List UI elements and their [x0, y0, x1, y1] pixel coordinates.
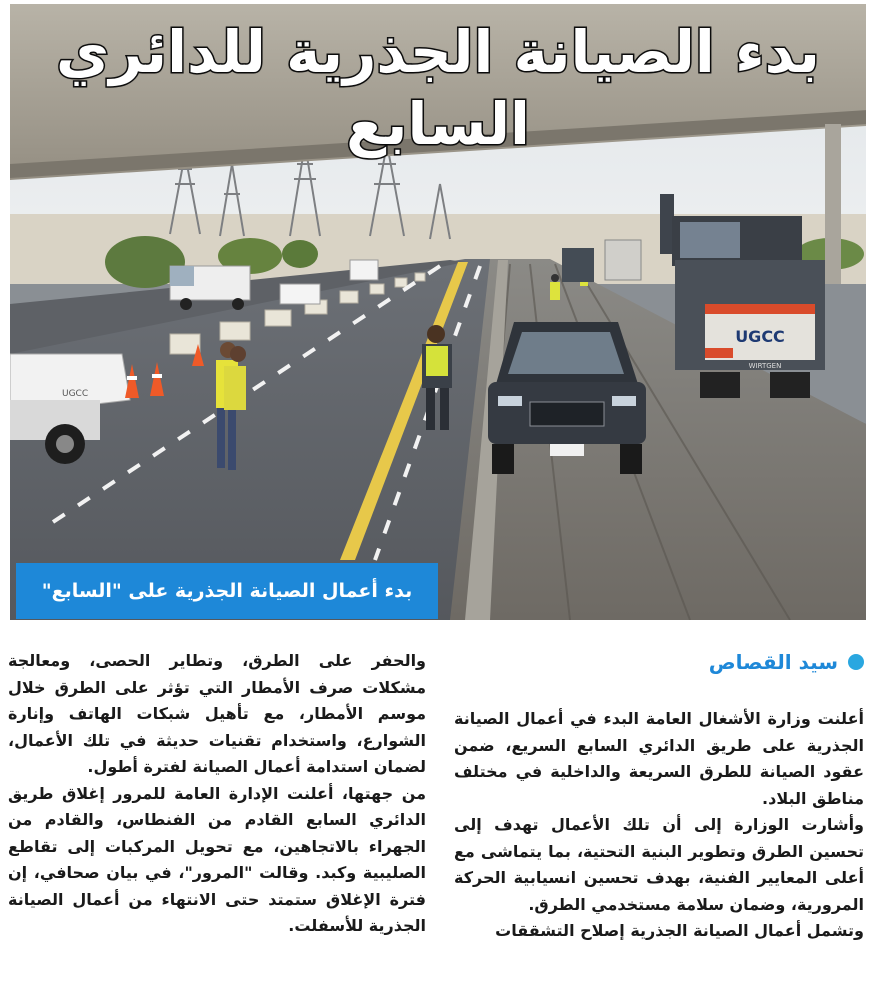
truck-logo-text: UGCC: [62, 389, 89, 399]
article-column-right: [454, 706, 864, 945]
paragraph: وأشارت الوزارة إلى أن تلك الأعمال تهدف إلى تحسين الطرق وتطوير البنية التحتية، بما يتماشى مع أعلى المعايير الفنية، بهدف تحسين انسيابية الحركة المرورية، وضمان سلامة مستخدمي الطرق.: [454, 815, 864, 914]
paragraph: أعلنت وزارة الأشغال العامة البدء في أعمال الصيانة الجذرية على طريق الدائري السابع السريع، ضمن عقود الصيانة للطرق السريعة والداخلية في مختلف مناطق البلاد.: [454, 709, 864, 808]
article-column-left: [8, 648, 426, 940]
byline: [709, 650, 864, 674]
machine-maker-text: WIRTGEN: [748, 362, 782, 370]
paragraph: والحفر على الطرق، وتطاير الحصى، ومعالجة مشكلات صرف الأمطار التي تؤثر على الطرق خلال موسم الأمطار، مع تأهيل شبكات الهاتف وإنارة الشوارع، واستخدام تقنيات حديثة في تلك الأعمال، لضمان استدامة أعمال الصيانة لفترة أطول.: [8, 651, 426, 776]
bullet-dot-icon: [848, 654, 864, 670]
machine-ugcc-logo: UGCC: [735, 327, 785, 346]
paragraph: وتشمل أعمال الصيانة الجذرية إصلاح التشققات: [495, 921, 864, 940]
author-name: سيد القصاص: [708, 650, 838, 674]
photo-caption: بدء أعمال الصيانة الجذرية على "السابع": [16, 563, 438, 619]
news-photo: [10, 4, 866, 620]
paragraph: من جهتها، أعلنت الإدارة العامة للمرور إغلاق طريق الدائري السابع القادم من الفنطاس، والقادم من الجهراء بالاتجاهين، مع تحويل المركبات إلى تقاطع الصليبية وكبد. وقالت "المرور"، في بيان صحافي، إن فترة الإغلاق ستمتد حتى الانتهاء من أعمال الصيانة الجذرية للأسفلت.: [8, 783, 426, 935]
headline: بدء الصيانة الجذرية للدائري السابع: [56, 18, 820, 158]
